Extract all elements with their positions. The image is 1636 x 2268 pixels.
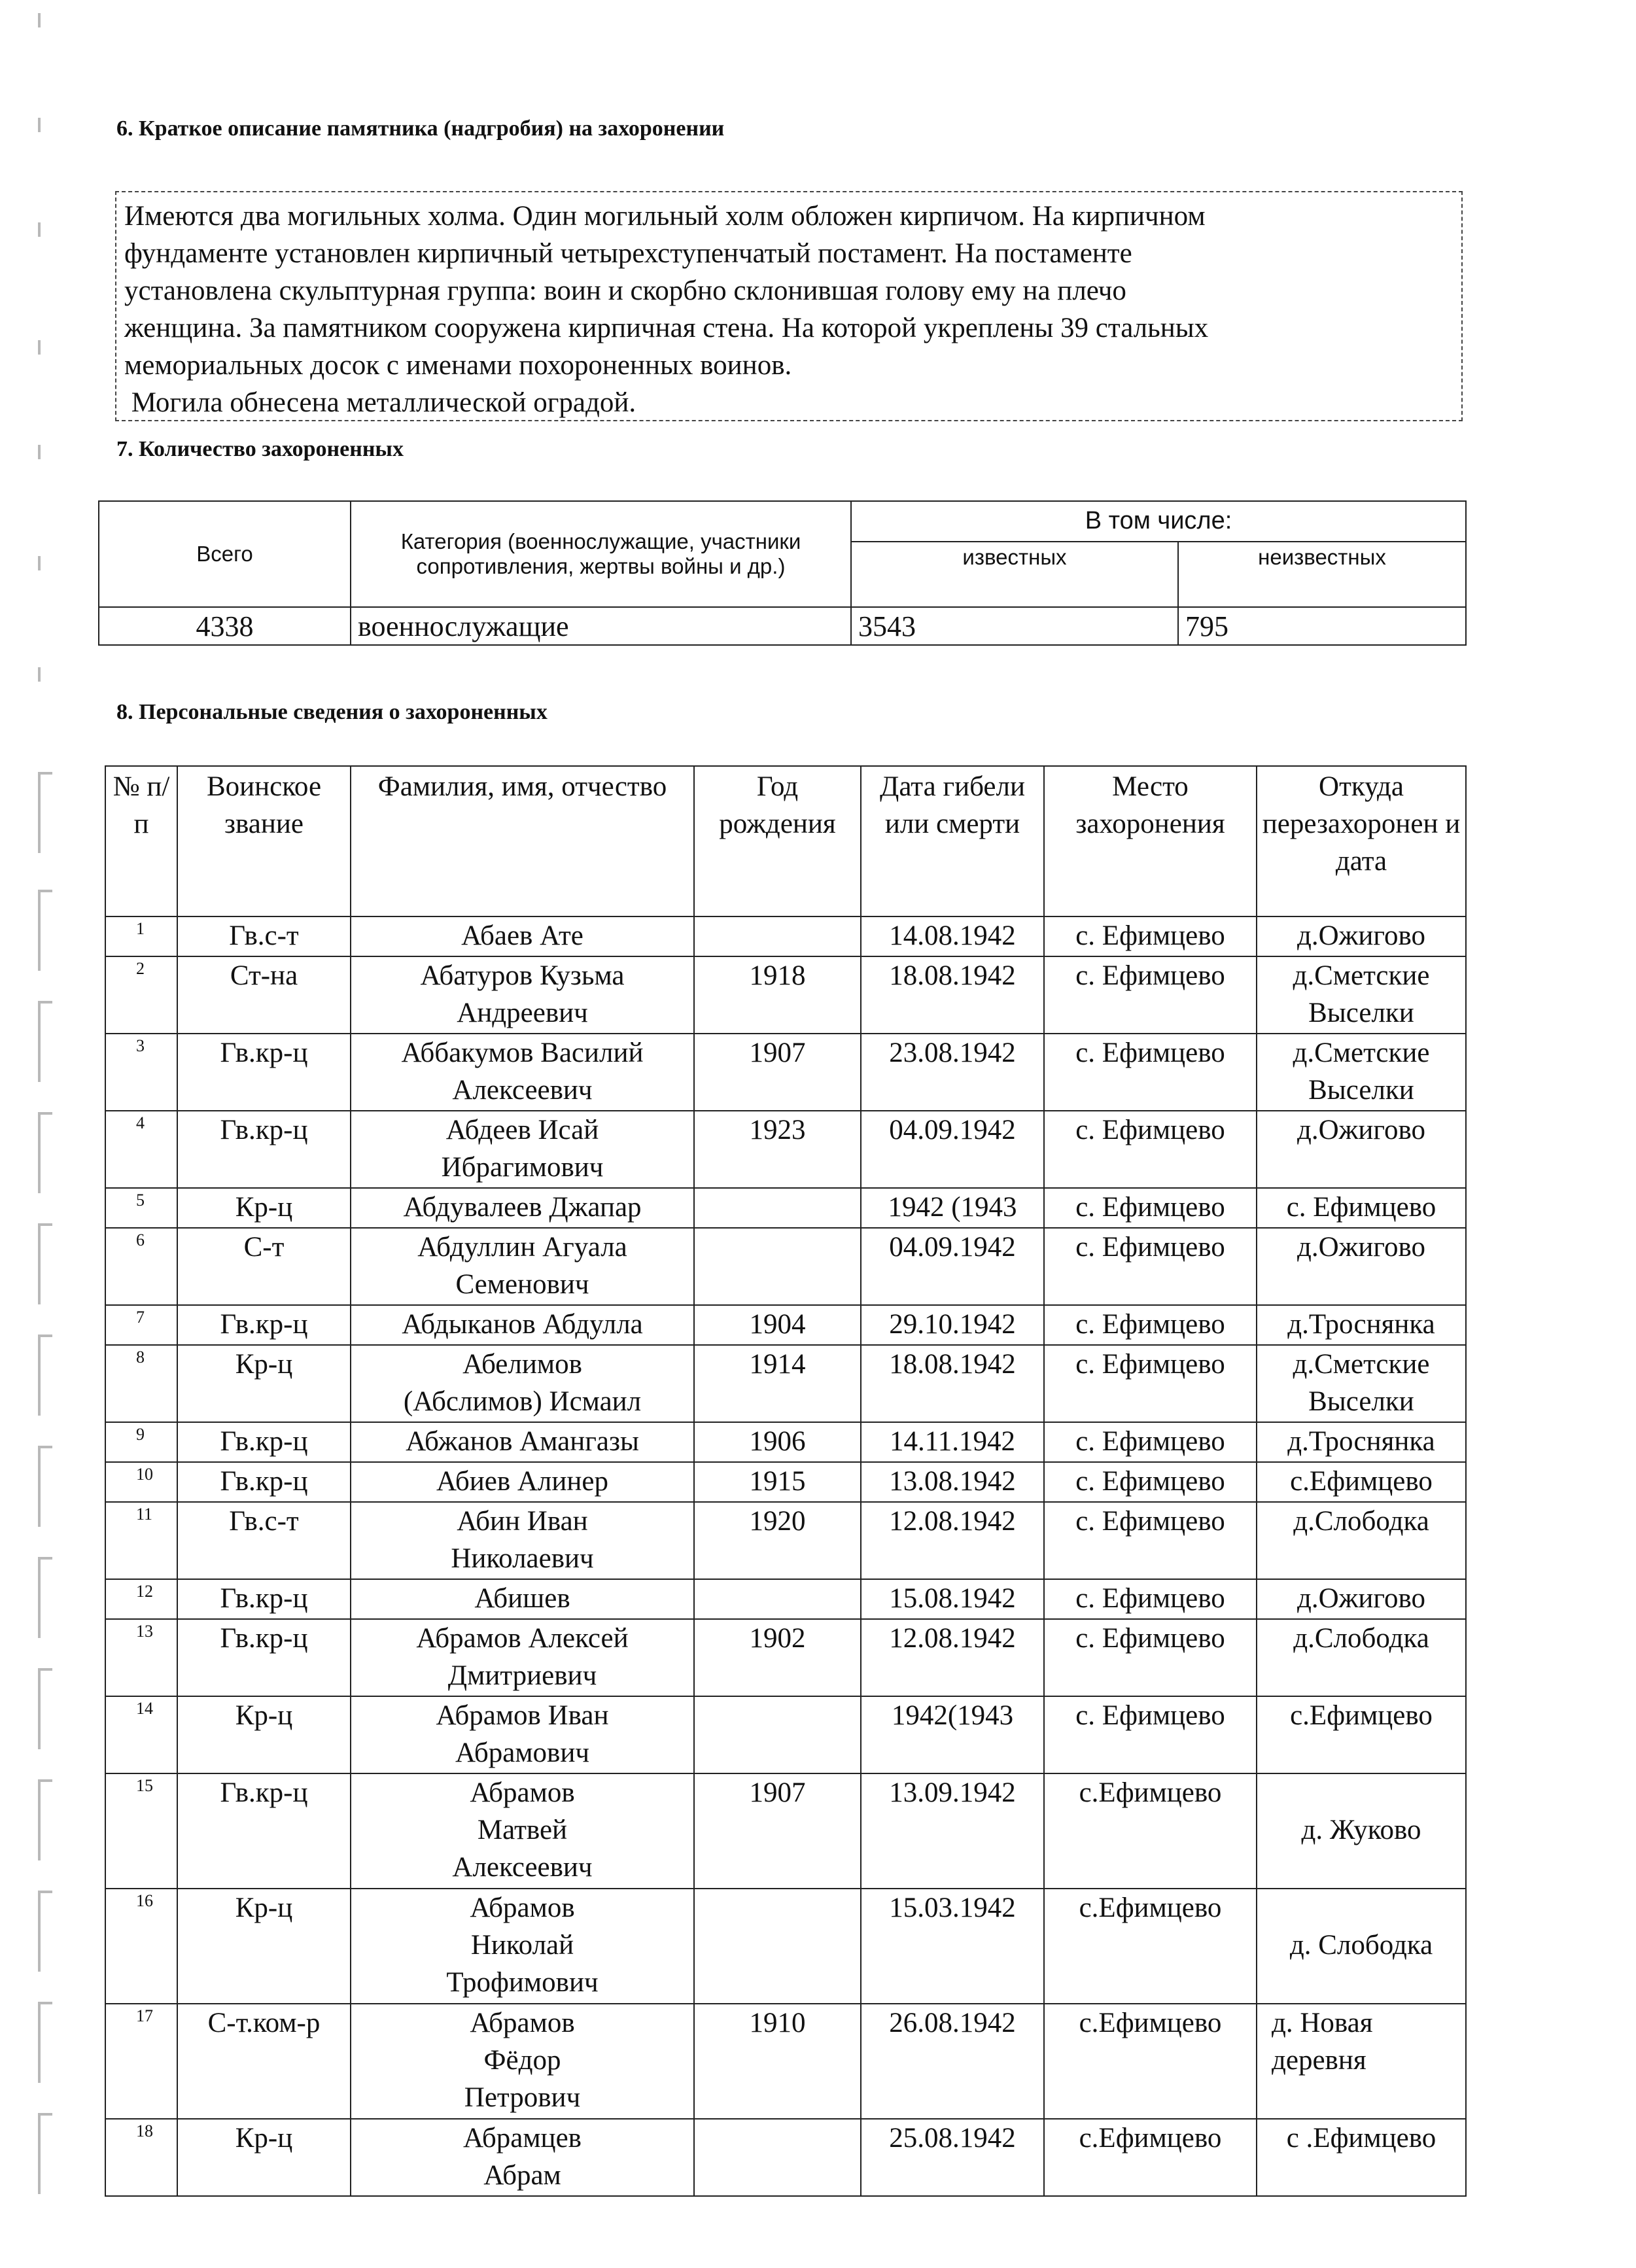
rank-cell: Ст-на [177,956,351,1034]
row-number: 9 [105,1422,177,1462]
rank-cell: Гв.кр-ц [177,1111,351,1188]
death-date-cell: 15.03.1942 [861,1889,1044,2004]
birth-year-cell [694,916,861,956]
burial-place-cell: с.Ефимцево [1044,1889,1257,2004]
section6-heading: 6. Краткое описание памятника (надгробия) на захоронении [116,116,725,141]
birth-year-cell [694,1579,861,1619]
name-cell: Абрамов Алексей Дмитриевич [351,1619,694,1696]
reburied-from-cell: д.Ожигово [1257,1228,1466,1305]
row-number: 5 [105,1188,177,1228]
binder-mark [38,556,47,570]
section7-heading: 7. Количество захороненных [116,437,404,461]
name-cell: Абрамов Матвей Алексеевич [351,1773,694,1889]
birth-year-cell [694,2119,861,2196]
death-date-cell: 26.08.1942 [861,2004,1044,2119]
death-date-cell: 12.08.1942 [861,1502,1044,1579]
description-line: мемориальных досок с именами похороненных воинов. [124,350,792,381]
binder-mark [38,445,47,459]
reburied-from-cell: д.Ожигово [1257,1579,1466,1619]
reburied-from-cell: д. Жуково [1257,1773,1466,1889]
birth-year-cell [694,1696,861,1773]
reburied-from-cell: д.Троснянка [1257,1422,1466,1462]
row-number: 4 [105,1111,177,1188]
name-cell: Абаев Ате [351,916,694,956]
rank-cell: Кр-ц [177,1696,351,1773]
name-cell: Абдуллин Агуала Семенович [351,1228,694,1305]
death-date-cell: 14.11.1942 [861,1422,1044,1462]
birth-year-cell [694,1889,861,2004]
rank-cell: Гв.кр-ц [177,1619,351,1696]
binder-mark [38,1891,52,1972]
header-num: № п/п [105,766,177,916]
binder-mark [38,1001,52,1082]
row-number: 10 [105,1462,177,1502]
birth-year-cell [694,1228,861,1305]
row-number: 12 [105,1579,177,1619]
reburied-from-cell: д.Слободка [1257,1502,1466,1579]
header-rank: Воинское звание [177,766,351,916]
death-date-cell: 04.09.1942 [861,1111,1044,1188]
monument-description [115,191,1463,421]
description-line: Имеются два могильных холма. Один могильный холм обложен кирпичом. На кирпичном [124,201,1206,232]
binder-mark [38,667,47,682]
row-number: 2 [105,956,177,1034]
burial-place-cell: с. Ефимцево [1044,916,1257,956]
birth-year-cell: 1907 [694,1773,861,1889]
header-unknown: неизвестных [1178,542,1466,607]
name-cell: Абрамов Фёдор Петрович [351,2004,694,2119]
table-row [105,1345,1466,1422]
header-total: Всего [99,501,351,607]
binder-mark [38,1335,52,1416]
table-row [105,1305,1466,1345]
reburied-from-cell: с.Ефимцево [1257,1696,1466,1773]
rank-cell: Гв.кр-ц [177,1462,351,1502]
burial-place-cell: с. Ефимцево [1044,1502,1257,1579]
name-cell: Абдувалеев Джапар [351,1188,694,1228]
birth-year-cell: 1920 [694,1502,861,1579]
rank-cell: Гв.кр-ц [177,1305,351,1345]
reburied-from-cell: д.Ожигово [1257,1111,1466,1188]
header-category: Категория (военнослужащие, участники сопротивления, жертвы войны и др.) [351,501,851,607]
reburied-from-cell: д.Ожигово [1257,916,1466,956]
table-row [105,1228,1466,1305]
table-row [105,2119,1466,2196]
rank-cell: С-т [177,1228,351,1305]
name-cell: Аббакумов Василий Алексеевич [351,1034,694,1111]
reburied-from-cell: д.Сметские Выселки [1257,956,1466,1034]
death-date-cell: 23.08.1942 [861,1034,1044,1111]
rank-cell: Кр-ц [177,1889,351,2004]
birth-year-cell: 1910 [694,2004,861,2119]
burial-place-cell: с. Ефимцево [1044,1422,1257,1462]
burial-place-cell: с. Ефимцево [1044,1619,1257,1696]
value-unknown: 795 [1178,607,1466,645]
death-date-cell: 04.09.1942 [861,1228,1044,1305]
row-number: 1 [105,916,177,956]
table-row [105,2004,1466,2119]
row-number: 11 [105,1502,177,1579]
rank-cell: Гв.кр-ц [177,1579,351,1619]
binder-mark [38,2113,52,2194]
header-birth: Год рождения [694,766,861,916]
reburied-from-cell: д.Слободка [1257,1619,1466,1696]
row-number: 15 [105,1773,177,1889]
death-date-cell: 1942 (1943 [861,1188,1044,1228]
rank-cell: Гв.кр-ц [177,1034,351,1111]
death-date-cell: 12.08.1942 [861,1619,1044,1696]
death-date-cell: 29.10.1942 [861,1305,1044,1345]
value-total: 4338 [99,607,351,645]
birth-year-cell: 1914 [694,1345,861,1422]
row-number: 13 [105,1619,177,1696]
row-number: 18 [105,2119,177,2196]
burial-place-cell: с. Ефимцево [1044,1579,1257,1619]
burial-place-cell: с.Ефимцево [1044,1773,1257,1889]
table-row [105,1579,1466,1619]
burial-place-cell: с. Ефимцево [1044,1228,1257,1305]
reburied-from-cell: с .Ефимцево [1257,2119,1466,2196]
death-date-cell: 13.08.1942 [861,1462,1044,1502]
table-row [105,1773,1466,1889]
rank-cell: Кр-ц [177,2119,351,2196]
rank-cell: Гв.кр-ц [177,1422,351,1462]
header-known: известных [851,542,1178,607]
table-row [105,1422,1466,1462]
name-cell: Абдыканов Абдулла [351,1305,694,1345]
death-date-cell: 18.08.1942 [861,1345,1044,1422]
binder-mark [38,772,52,853]
burial-place-cell: с. Ефимцево [1044,1696,1257,1773]
binder-mark [38,1446,52,1527]
row-number: 3 [105,1034,177,1111]
birth-year-cell: 1904 [694,1305,861,1345]
row-number: 7 [105,1305,177,1345]
binder-mark [38,13,47,27]
description-line: Могила обнесена металлической оградой. [124,387,636,418]
table-row [105,1696,1466,1773]
table-row [105,1188,1466,1228]
birth-year-cell: 1907 [694,1034,861,1111]
binder-mark [38,1668,52,1749]
burial-place-cell: с.Ефимцево [1044,2119,1257,2196]
birth-year-cell [694,1188,861,1228]
burial-place-cell: с. Ефимцево [1044,1034,1257,1111]
burial-place-cell: с. Ефимцево [1044,1305,1257,1345]
reburied-from-cell: д.Троснянка [1257,1305,1466,1345]
reburied-from-cell: д. Слободка [1257,1889,1466,2004]
reburied-from-cell: д. Новая деревня [1257,2004,1466,2119]
rank-cell: Гв.с-т [177,916,351,956]
reburied-from-cell: д.Сметские Выселки [1257,1034,1466,1111]
name-cell: Абжанов Амангазы [351,1422,694,1462]
birth-year-cell: 1915 [694,1462,861,1502]
binder-mark [38,2002,52,2083]
binder-mark [38,1223,52,1304]
table-row [105,1502,1466,1579]
rank-cell: Кр-ц [177,1188,351,1228]
header-death: Дата гибели или смерти [861,766,1044,916]
birth-year-cell: 1923 [694,1111,861,1188]
table-row [105,1111,1466,1188]
rank-cell: Гв.с-т [177,1502,351,1579]
value-known: 3543 [851,607,1178,645]
burial-place-cell: с. Ефимцево [1044,1462,1257,1502]
description-line: установлена скульптурная группа: воин и скорбно склонившая голову ему на плечо [124,275,1126,306]
birth-year-cell: 1902 [694,1619,861,1696]
burial-place-cell: с. Ефимцево [1044,956,1257,1034]
table-row [105,1889,1466,2004]
personal-records-table [105,765,1467,2197]
death-date-cell: 18.08.1942 [861,956,1044,1034]
name-cell: Абиев Алинер [351,1462,694,1502]
burial-place-cell: с. Ефимцево [1044,1345,1257,1422]
burial-place-cell: с. Ефимцево [1044,1188,1257,1228]
table-row [105,956,1466,1034]
header-including: В том числе: [851,501,1466,542]
name-cell: Абин Иван Николаевич [351,1502,694,1579]
death-date-cell: 13.09.1942 [861,1773,1044,1889]
row-number: 8 [105,1345,177,1422]
reburied-from-cell: д.Сметские Выселки [1257,1345,1466,1422]
death-date-cell: 15.08.1942 [861,1579,1044,1619]
table-row [105,1619,1466,1696]
burial-count-table [98,500,1467,646]
name-cell: Абатуров Кузьма Андреевич [351,956,694,1034]
description-line: женщина. За памятником сооружена кирпичная стена. На которой укреплены 39 стальных [124,313,1209,343]
death-date-cell: 25.08.1942 [861,2119,1044,2196]
binder-mark [38,1779,52,1860]
row-number: 14 [105,1696,177,1773]
name-cell: Абелимов (Абслимов) Исмаил [351,1345,694,1422]
reburied-from-cell: с. Ефимцево [1257,1188,1466,1228]
table-row [105,916,1466,956]
binder-mark [38,1112,52,1193]
header-from: Откуда перезахоронен и дата [1257,766,1466,916]
burial-place-cell: с. Ефимцево [1044,1111,1257,1188]
row-number: 17 [105,2004,177,2119]
table-row [105,1034,1466,1111]
row-number: 16 [105,1889,177,2004]
birth-year-cell: 1906 [694,1422,861,1462]
section8-heading: 8. Персональные сведения о захороненных [116,700,548,724]
row-number: 6 [105,1228,177,1305]
death-date-cell: 1942(1943 [861,1696,1044,1773]
name-cell: Абишев [351,1579,694,1619]
binder-mark [38,340,47,355]
binder-mark [38,118,47,132]
binder-mark [38,890,52,971]
rank-cell: Кр-ц [177,1345,351,1422]
rank-cell: Гв.кр-ц [177,1773,351,1889]
death-date-cell: 14.08.1942 [861,916,1044,956]
burial-place-cell: с.Ефимцево [1044,2004,1257,2119]
binder-mark [38,222,47,237]
name-cell: Абрамов Иван Абрамович [351,1696,694,1773]
header-name: Фамилия, имя, отчество [351,766,694,916]
birth-year-cell: 1918 [694,956,861,1034]
description-line: фундаменте установлен кирпичный четырехступенчатый постамент. На постаменте [124,238,1132,269]
header-place: Место захоронения [1044,766,1257,916]
table-row [105,1462,1466,1502]
binder-mark [38,1557,52,1638]
name-cell: Абрамцев Абрам [351,2119,694,2196]
rank-cell: С-т.ком-р [177,2004,351,2119]
value-category: военнослужащие [351,607,851,645]
name-cell: Абрамов Николай Трофимович [351,1889,694,2004]
name-cell: Абдеев Исай Ибрагимович [351,1111,694,1188]
reburied-from-cell: с.Ефимцево [1257,1462,1466,1502]
